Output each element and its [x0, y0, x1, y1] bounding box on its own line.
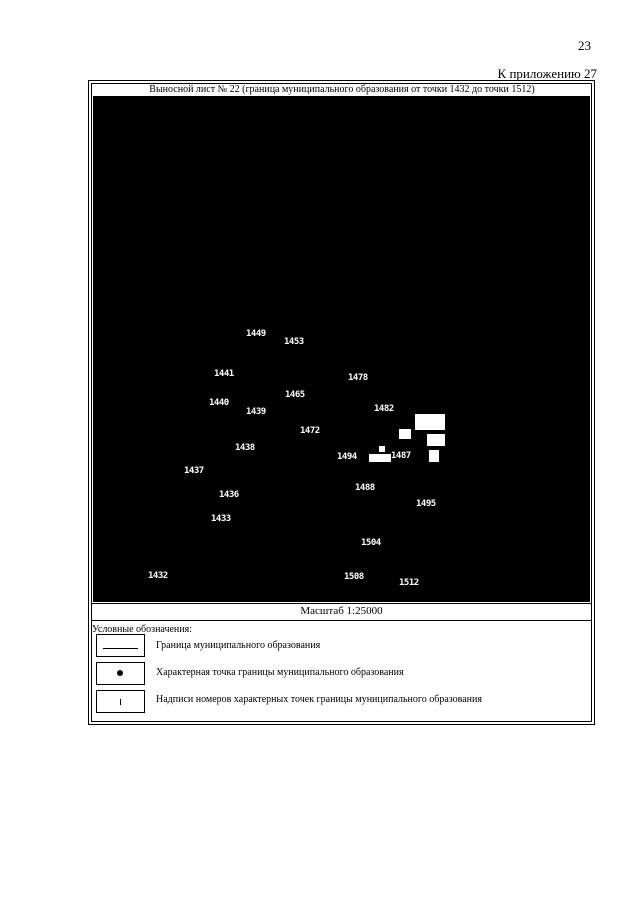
urban-patch	[369, 454, 391, 462]
point-label-1487: 1487	[391, 451, 411, 461]
legend-symbol-box-point	[96, 662, 145, 685]
legend-text-point: Характерная точка границы муниципального образования	[156, 667, 404, 678]
point-label-1432: 1432	[148, 571, 168, 581]
point-label-1440: 1440	[209, 398, 229, 408]
point-label-1512: 1512	[399, 578, 419, 588]
boundary-line-icon	[103, 648, 138, 649]
urban-patch	[429, 450, 439, 462]
point-label-1449: 1449	[246, 329, 266, 339]
point-label-1436: 1436	[219, 490, 239, 500]
legend-text-label: Надписи номеров характерных точек границы муниципального образования	[156, 694, 482, 705]
scale-divider	[92, 620, 591, 621]
point-label-1488: 1488	[355, 483, 375, 493]
boundary-point-icon	[117, 670, 123, 676]
point-label-1439: 1439	[246, 407, 266, 417]
legend-symbol-box-label	[96, 690, 145, 713]
point-label-1441: 1441	[214, 369, 234, 379]
urban-patch	[379, 446, 385, 452]
point-label-1495: 1495	[416, 499, 436, 509]
map-bottom-divider	[92, 603, 591, 604]
appendix-label: К приложению 27	[497, 66, 597, 81]
point-label-1508: 1508	[344, 572, 364, 582]
point-label-icon	[120, 699, 121, 705]
point-label-1504: 1504	[361, 538, 381, 548]
point-label-1465: 1465	[285, 390, 305, 400]
point-label-1453: 1453	[284, 337, 304, 347]
legend-title: Условные обозначения:	[92, 624, 193, 635]
urban-patch	[427, 434, 445, 446]
urban-patch	[399, 429, 411, 439]
urban-patch	[415, 414, 445, 430]
point-label-1438: 1438	[235, 443, 255, 453]
sheet-title: Выносной лист № 22 (граница муниципального образования от точки 1432 до точки 1512)	[149, 84, 535, 95]
point-label-1478: 1478	[348, 373, 368, 383]
point-label-1494: 1494	[337, 452, 357, 462]
point-label-1482: 1482	[374, 404, 394, 414]
point-label-1472: 1472	[300, 426, 320, 436]
legend-text-boundary: Граница муниципального образования	[156, 640, 321, 651]
scale-label: Масштаб 1:25000	[300, 605, 383, 617]
point-label-1437: 1437	[184, 466, 204, 476]
legend-symbol-box-boundary	[96, 634, 145, 657]
page-number: 23	[578, 38, 591, 53]
map-area[interactable]	[93, 96, 590, 602]
point-label-1433: 1433	[211, 514, 231, 524]
